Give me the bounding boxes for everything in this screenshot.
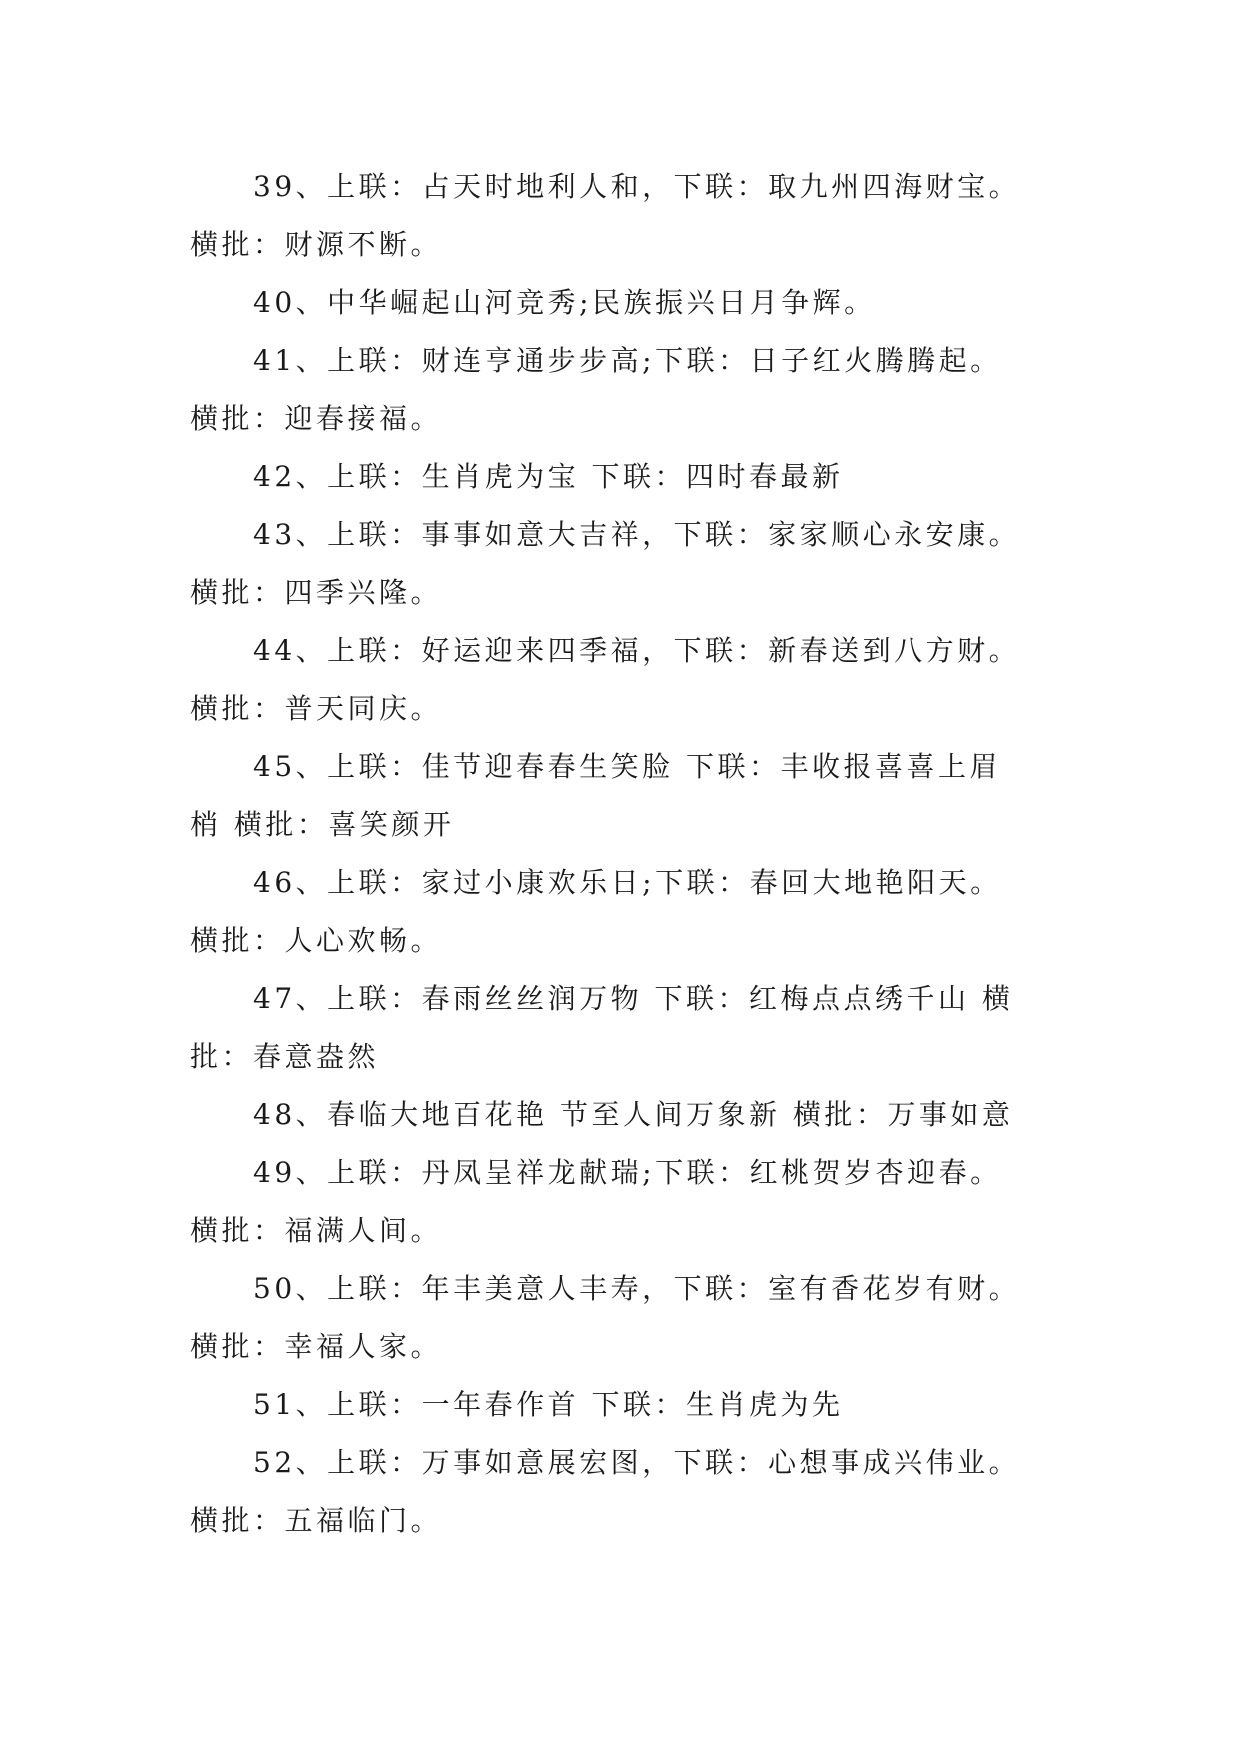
text-line: 横批：人心欢畅。 <box>190 924 443 957</box>
text-line: 横批：四季兴隆。 <box>190 576 443 609</box>
text-line: 46、上联：家过小康欢乐日;下联：春回大地艳阳天。 <box>253 866 1002 899</box>
text-line: 50、上联：年丰美意人丰寿，下联：室有香花岁有财。 <box>253 1272 1021 1305</box>
text-line: 横批：幸福人家。 <box>190 1330 443 1363</box>
text-line: 41、上联：财连亨通步步高;下联：日子红火腾腾起。 <box>253 344 1002 377</box>
text-line: 横批：财源不断。 <box>190 228 443 261</box>
text-line: 45、上联：佳节迎春春生笑脸 下联：丰收报喜喜上眉 <box>253 750 1002 783</box>
document-body <box>190 158 1070 1550</box>
text-line: 梢 横批：喜笑颜开 <box>190 808 455 841</box>
text-line: 44、上联：好运迎来四季福，下联：新春送到八方财。 <box>253 634 1021 667</box>
text-line: 49、上联：丹凤呈祥龙献瑞;下联：红桃贺岁杏迎春。 <box>253 1156 1002 1189</box>
text-line: 横批：福满人间。 <box>190 1214 443 1247</box>
text-line: 横批：迎春接福。 <box>190 402 443 435</box>
text-line: 42、上联：生肖虎为宝 下联：四时春最新 <box>253 460 844 493</box>
text-line: 横批：普天同庆。 <box>190 692 443 725</box>
text-line: 43、上联：事事如意大吉祥，下联：家家顺心永安康。 <box>253 518 1021 551</box>
text-line: 40、中华崛起山河竞秀;民族振兴日月争辉。 <box>253 286 876 319</box>
text-line: 批：春意盎然 <box>190 1040 380 1073</box>
text-line: 47、上联：春雨丝丝润万物 下联：红梅点点绣千山 横 <box>253 982 1014 1015</box>
text-line: 48、春临大地百花艳 节至人间万象新 横批：万事如意 <box>253 1098 1014 1131</box>
text-line: 39、上联：占天时地利人和，下联：取九州四海财宝。 <box>253 170 1021 203</box>
text-line: 51、上联：一年春作首 下联：生肖虎为先 <box>253 1388 844 1421</box>
text-line: 横批：五福临门。 <box>190 1504 443 1537</box>
text-line: 52、上联：万事如意展宏图，下联：心想事成兴伟业。 <box>253 1446 1021 1479</box>
